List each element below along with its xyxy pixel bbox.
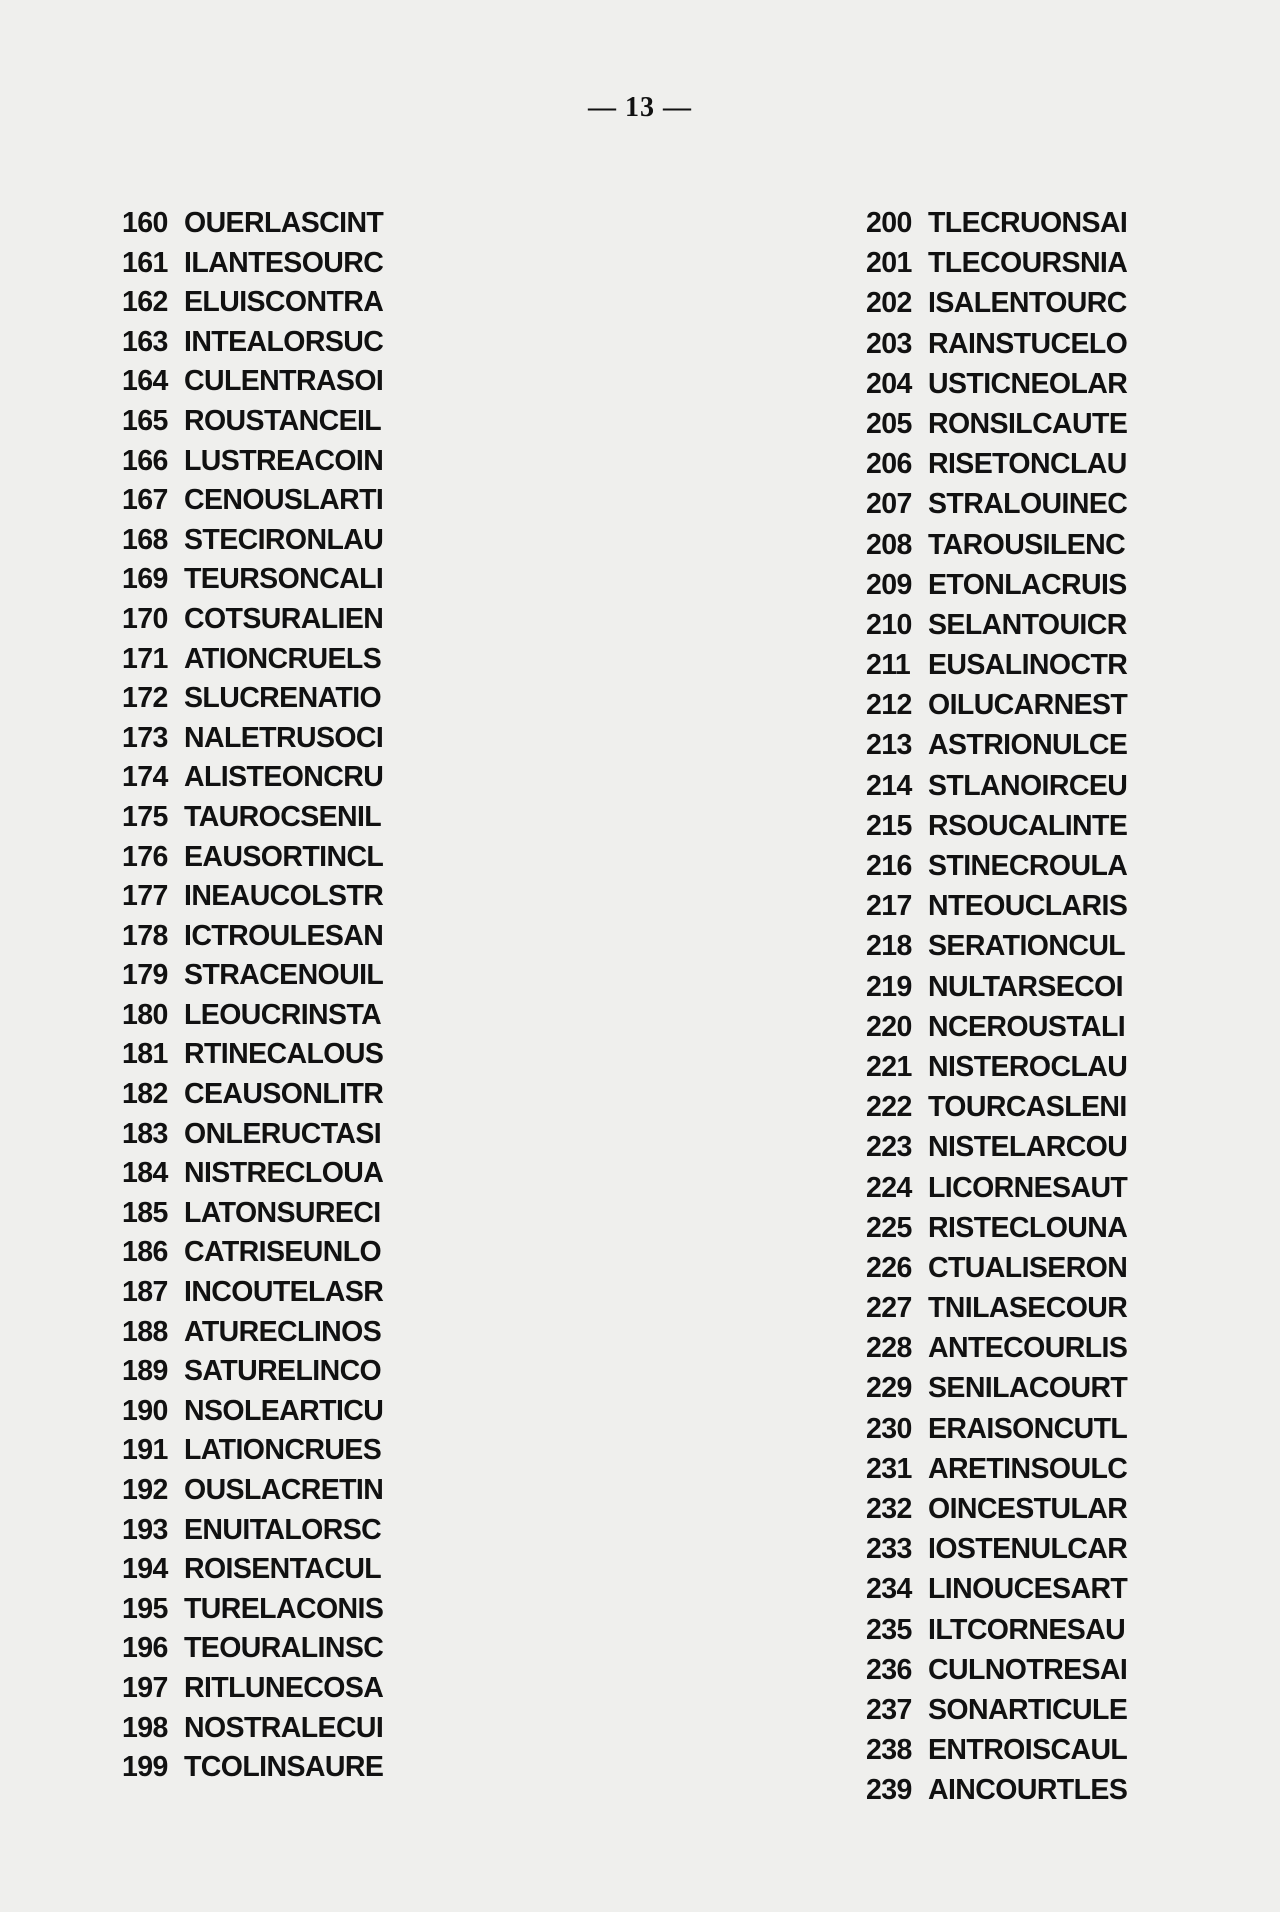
entry-number: 184: [122, 1157, 168, 1190]
word-entry: [122, 1313, 383, 1353]
word-entry: [122, 1035, 383, 1075]
entry-word: LUSTREACOIN: [184, 444, 384, 477]
entry-word: EAUSORTINCL: [184, 840, 384, 873]
entry-number: 160: [122, 207, 168, 239]
entry-number: 162: [122, 286, 168, 319]
word-entry: [866, 484, 1127, 524]
entry-number: 208: [866, 528, 912, 561]
word-entry: [122, 442, 383, 482]
entry-number: 175: [122, 800, 168, 833]
word-entry: [866, 1610, 1127, 1650]
entry-number: 168: [122, 523, 168, 556]
page-number: — 13 —: [588, 92, 692, 123]
entry-number: 210: [866, 608, 912, 641]
entry-word: SLUCRENATIO: [184, 682, 382, 715]
entry-word: RSOUCALINTE: [928, 809, 1128, 842]
entry-word: TNILASECOUR: [928, 1292, 1128, 1325]
entry-number: 220: [866, 1010, 912, 1043]
entry-word: CULNOTRESAI: [928, 1653, 1128, 1686]
word-entry: [866, 605, 1127, 645]
entry-word: ENUITALORSC: [184, 1513, 382, 1546]
word-entry: [122, 1431, 383, 1471]
entry-number: 169: [122, 563, 168, 596]
word-entry: [122, 877, 383, 917]
word-entry: [866, 243, 1127, 283]
entry-number: 237: [866, 1693, 912, 1726]
word-entry: [122, 996, 383, 1036]
entry-word: LATONSURECI: [184, 1196, 381, 1229]
entry-number: 199: [122, 1751, 168, 1784]
entry-number: 232: [866, 1493, 912, 1525]
entry-word: COTSURALIEN: [184, 602, 384, 635]
entry-number: 177: [122, 880, 168, 913]
word-entry: [866, 1409, 1127, 1449]
word-entry: [866, 1529, 1127, 1569]
word-list-right-column: [866, 203, 1127, 1811]
word-entry: [122, 838, 383, 878]
entry-number: 182: [122, 1078, 168, 1111]
word-entry: [122, 1352, 383, 1392]
word-entry: [866, 565, 1127, 605]
entry-word: ILANTESOURC: [184, 246, 384, 279]
entry-number: 209: [866, 568, 912, 601]
entry-number: 179: [122, 959, 168, 992]
entry-number: 187: [122, 1276, 168, 1309]
entry-word: TLECRUONSAI: [928, 207, 1128, 239]
word-entry: [122, 323, 383, 363]
entry-word: SATURELINCO: [184, 1355, 382, 1388]
entry-word: ISALENTOURC: [928, 287, 1127, 320]
entry-number: 170: [122, 602, 168, 635]
entry-number: 201: [866, 247, 912, 280]
word-entry: [122, 1590, 383, 1630]
entry-number: 229: [866, 1372, 912, 1405]
entry-number: 198: [122, 1711, 168, 1744]
entry-word: NISTEROCLAU: [928, 1050, 1128, 1083]
entry-word: TEURSONCALI: [184, 563, 384, 596]
entry-word: RISTECLOUNA: [928, 1211, 1128, 1244]
entry-word: TAUROCSENIL: [184, 800, 382, 833]
entry-word: ELUISCONTRA: [184, 286, 384, 319]
entry-number: 204: [866, 367, 912, 400]
word-entry: [866, 1489, 1127, 1529]
word-entry: [866, 404, 1127, 444]
entry-number: 163: [122, 325, 168, 358]
word-entry: [866, 766, 1127, 806]
entry-number: 213: [866, 729, 912, 762]
entry-word: TLECOURSNIA: [928, 247, 1128, 280]
entry-word: SELANTOUICR: [928, 608, 1127, 641]
word-entry: [866, 1248, 1127, 1288]
entry-number: 183: [122, 1117, 168, 1150]
entry-word: OINCESTULAR: [928, 1493, 1128, 1525]
word-entry: [866, 846, 1127, 886]
entry-word: RISETONCLAU: [928, 448, 1127, 481]
entry-number: 212: [866, 689, 912, 722]
word-entry: [866, 444, 1127, 484]
entry-number: 207: [866, 488, 912, 521]
entry-word: STINECROULA: [928, 850, 1128, 882]
entry-word: NSOLEARTICU: [184, 1394, 384, 1427]
entry-word: ENTROISCAUL: [928, 1734, 1128, 1767]
word-entry: [866, 1208, 1127, 1248]
entry-word: TCOLINSAURE: [184, 1751, 384, 1784]
entry-word: RITLUNECOSA: [184, 1671, 384, 1704]
entry-number: 217: [866, 890, 912, 923]
word-entry: [122, 1194, 383, 1234]
entry-word: NISTRECLOUA: [184, 1157, 384, 1190]
word-entry: [866, 1449, 1127, 1489]
word-entry: [122, 1629, 383, 1669]
entry-number: 200: [866, 207, 912, 239]
entry-number: 214: [866, 769, 912, 802]
entry-number: 228: [866, 1332, 912, 1365]
entry-word: RAINSTUCELO: [928, 327, 1128, 360]
entry-word: RTINECALOUS: [184, 1038, 384, 1071]
entry-number: 188: [122, 1315, 168, 1348]
entry-word: CULENTRASOI: [184, 365, 384, 398]
entry-word: CTUALISERON: [928, 1251, 1128, 1284]
entry-number: 206: [866, 448, 912, 481]
entry-word: NCEROUSTALI: [928, 1010, 1126, 1043]
entry-number: 176: [122, 840, 168, 873]
word-entry: [866, 1328, 1127, 1368]
word-entry: [122, 1273, 383, 1313]
entry-word: TAROUSILENC: [928, 528, 1126, 561]
entry-number: 197: [122, 1671, 168, 1704]
entry-word: ALISTEONCRU: [184, 761, 384, 794]
word-entry: [866, 1730, 1127, 1770]
entry-number: 191: [122, 1434, 168, 1467]
word-entry: [122, 1115, 383, 1155]
word-entry: [866, 1007, 1127, 1047]
entry-word: NTEOUCLARIS: [928, 890, 1128, 923]
entry-word: ETONLACRUIS: [928, 568, 1127, 601]
entry-number: 195: [122, 1592, 168, 1625]
entry-word: ERAISONCUTL: [928, 1412, 1128, 1445]
entry-number: 211: [866, 649, 911, 682]
entry-number: 203: [866, 327, 912, 360]
word-entry: [122, 600, 383, 640]
entry-number: 172: [122, 682, 168, 715]
entry-word: LEOUCRINSTA: [184, 998, 382, 1031]
entry-word: LINOUCESART: [928, 1573, 1128, 1606]
entry-number: 190: [122, 1394, 168, 1427]
entry-word: LATIONCRUES: [184, 1434, 382, 1467]
entry-word: OUERLASCINT: [184, 207, 384, 239]
word-entry: [122, 719, 383, 759]
word-entry: [866, 886, 1127, 926]
entry-number: 166: [122, 444, 168, 477]
entry-word: STLANOIRCEU: [928, 769, 1128, 802]
word-entry: [122, 1669, 383, 1709]
entry-word: ICTROULESAN: [184, 919, 384, 952]
word-entry: [122, 362, 383, 402]
entry-word: ASTRIONULCE: [928, 729, 1128, 762]
entry-number: 215: [866, 809, 912, 842]
entry-number: 226: [866, 1251, 912, 1284]
entry-number: 231: [866, 1452, 912, 1485]
entry-number: 173: [122, 721, 168, 754]
entry-word: INEAUCOLSTR: [184, 880, 384, 913]
entry-number: 178: [122, 919, 168, 952]
entry-number: 164: [122, 365, 168, 398]
entry-word: LICORNESAUT: [928, 1171, 1128, 1204]
word-entry: [866, 1368, 1127, 1408]
word-entry: [866, 1770, 1127, 1810]
entry-number: 174: [122, 761, 168, 794]
entry-word: NULTARSECOI: [928, 970, 1124, 1003]
entry-number: 192: [122, 1474, 168, 1506]
entry-number: 234: [866, 1573, 912, 1606]
entry-word: ATIONCRUELS: [184, 642, 382, 675]
entry-word: RONSILCAUTE: [928, 407, 1128, 440]
entry-number: 238: [866, 1734, 912, 1767]
entry-word: ONLERUCTASI: [184, 1117, 382, 1150]
entry-word: SENILACOURT: [928, 1372, 1128, 1405]
word-entry: [122, 798, 383, 838]
word-entry: [122, 679, 383, 719]
entry-word: OUSLACRETIN: [184, 1474, 384, 1506]
word-entry: [866, 1288, 1127, 1328]
entry-word: TURELACONIS: [184, 1592, 384, 1625]
entry-number: 171: [122, 642, 168, 675]
word-entry: [122, 1550, 383, 1590]
entry-word: CATRISEUNLO: [184, 1236, 382, 1269]
word-entry: [866, 1047, 1127, 1087]
entry-number: 236: [866, 1653, 912, 1686]
entry-word: ANTECOURLIS: [928, 1332, 1128, 1365]
entry-number: 224: [866, 1171, 912, 1204]
entry-number: 221: [866, 1050, 912, 1083]
word-entry: [122, 917, 383, 957]
entry-number: 167: [122, 484, 168, 517]
entry-number: 205: [866, 407, 912, 440]
word-entry: [122, 758, 383, 798]
entry-number: 239: [866, 1774, 912, 1807]
word-entry: [122, 640, 383, 680]
entry-word: OILUCARNEST: [928, 689, 1128, 722]
entry-word: NALETRUSOCI: [184, 721, 384, 754]
word-entry: [866, 1650, 1127, 1690]
entry-word: USTICNEOLAR: [928, 367, 1128, 400]
word-entry: [122, 1154, 383, 1194]
entry-number: 230: [866, 1412, 912, 1445]
entry-word: STRALOUINEC: [928, 488, 1128, 521]
word-entry: [866, 926, 1127, 966]
entry-number: 222: [866, 1091, 912, 1124]
entry-word: ROUSTANCEIL: [184, 404, 382, 437]
entry-word: SERATIONCUL: [928, 930, 1126, 963]
entry-number: 189: [122, 1355, 168, 1388]
entry-word: ATURECLINOS: [184, 1315, 382, 1348]
word-entry: [866, 967, 1127, 1007]
entry-word: CENOUSLARTI: [184, 484, 384, 517]
word-entry: [122, 402, 383, 442]
word-entry: [122, 560, 383, 600]
word-entry: [122, 956, 383, 996]
entry-number: 196: [122, 1632, 168, 1665]
entry-number: 185: [122, 1196, 168, 1229]
entry-number: 223: [866, 1131, 912, 1164]
entry-number: 180: [122, 998, 168, 1031]
entry-word: STECIRONLAU: [184, 523, 384, 556]
word-entry: [866, 645, 1127, 685]
entry-number: 233: [866, 1533, 912, 1566]
entry-number: 194: [122, 1553, 168, 1586]
entry-word: TOURCASLENI: [928, 1091, 1127, 1124]
entry-word: ILTCORNESAU: [928, 1613, 1126, 1646]
word-entry: [122, 1511, 383, 1551]
word-entry: [122, 521, 383, 561]
word-entry: [866, 283, 1127, 323]
entry-number: 161: [122, 246, 168, 279]
word-entry: [866, 324, 1127, 364]
entry-number: 227: [866, 1292, 912, 1325]
entry-word: ARETINSOULC: [928, 1452, 1128, 1485]
word-entry: [122, 1748, 383, 1788]
entry-word: IOSTENULCAR: [928, 1533, 1128, 1566]
word-entry: [122, 1392, 383, 1432]
entry-word: ROISENTACUL: [184, 1553, 382, 1586]
entry-word: TEOURALINSC: [184, 1632, 384, 1665]
entry-number: 186: [122, 1236, 168, 1269]
entry-word: INCOUTELASR: [184, 1276, 384, 1309]
word-entry: [866, 203, 1127, 243]
entry-word: SONARTICULE: [928, 1693, 1128, 1726]
entry-word: CEAUSONLITR: [184, 1078, 384, 1111]
entry-word: NISTELARCOU: [928, 1131, 1128, 1164]
word-entry: [866, 364, 1127, 404]
entry-number: 218: [866, 930, 912, 963]
word-entry: [122, 283, 383, 323]
word-list-left-column: [122, 204, 383, 1788]
word-entry: [122, 244, 383, 284]
word-entry: [866, 806, 1127, 846]
word-entry: [866, 1168, 1127, 1208]
entry-number: 181: [122, 1038, 168, 1071]
entry-number: 235: [866, 1613, 912, 1646]
word-entry: [866, 685, 1127, 725]
word-entry: [122, 204, 383, 244]
word-entry: [866, 525, 1127, 565]
entry-word: INTEALORSUC: [184, 325, 384, 358]
entry-word: EUSALINOCTR: [928, 649, 1128, 682]
word-entry: [122, 1233, 383, 1273]
word-entry: [122, 481, 383, 521]
word-entry: [122, 1471, 383, 1511]
word-entry: [122, 1709, 383, 1749]
entry-number: 193: [122, 1513, 168, 1546]
word-entry: [122, 1075, 383, 1115]
entry-word: NOSTRALECUI: [184, 1711, 384, 1744]
entry-number: 219: [866, 970, 912, 1003]
word-entry: [866, 1690, 1127, 1730]
entry-word: AINCOURTLES: [928, 1774, 1128, 1807]
word-entry: [866, 1127, 1127, 1167]
entry-word: STRACENOUIL: [184, 959, 384, 992]
entry-number: 202: [866, 287, 912, 320]
entry-number: 216: [866, 850, 912, 882]
entry-number: 165: [122, 404, 168, 437]
entry-number: 225: [866, 1211, 912, 1244]
word-entry: [866, 725, 1127, 765]
word-entry: [866, 1569, 1127, 1609]
word-entry: [866, 1087, 1127, 1127]
